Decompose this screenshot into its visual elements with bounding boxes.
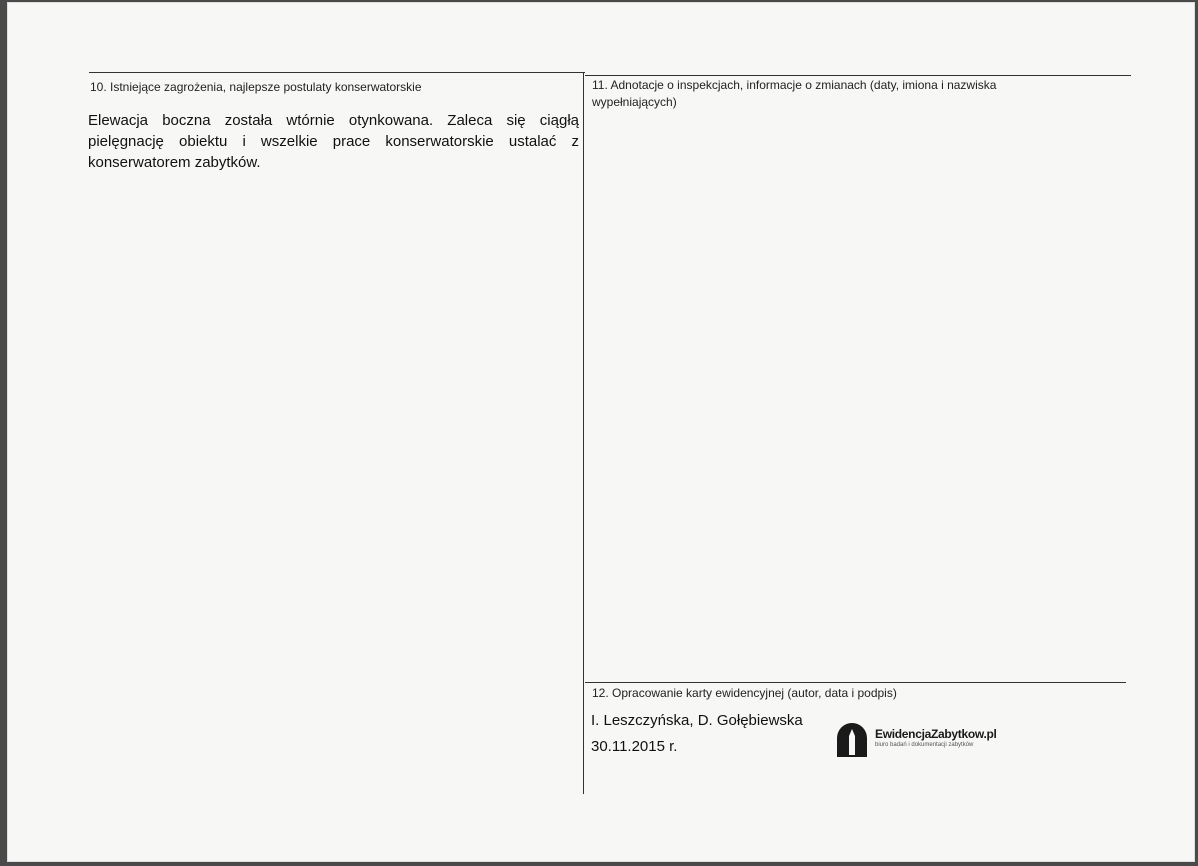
- section-10-text: Elewacja boczna została wtórnie otynkowana. Zaleca się ciągłą pielęgnację obiektu i wszelkie prace konserwatorskie ustalać z konserwatorem zabytków.: [88, 112, 579, 171]
- section-divider: [89, 72, 585, 73]
- card-date: 30.11.2015 r.: [591, 738, 678, 755]
- column-divider: [583, 72, 584, 794]
- section-divider: [585, 75, 1131, 76]
- section-12-label: 12. Opracowanie karty ewidencyjnej (autor, data i podpis): [592, 686, 897, 700]
- logo-title: EwidencjaZabytkow.pl: [875, 727, 997, 741]
- section-divider: [585, 682, 1126, 683]
- logo-subtitle: biuro badań i dokumentacji zabytków: [875, 742, 974, 748]
- logo-icon: [835, 721, 869, 757]
- section-11-label: 11. Adnotacje o inspekcjach, informacje o zmianach (daty, imiona i nazwiska wypełniających): [592, 78, 997, 109]
- document-page: [7, 2, 1195, 862]
- company-logo: [835, 721, 1005, 761]
- section-10-label: 10. Istniejące zagrożenia, najlepsze postulaty konserwatorskie: [90, 80, 422, 94]
- author-names: I. Leszczyńska, D. Gołębiewska: [591, 712, 803, 729]
